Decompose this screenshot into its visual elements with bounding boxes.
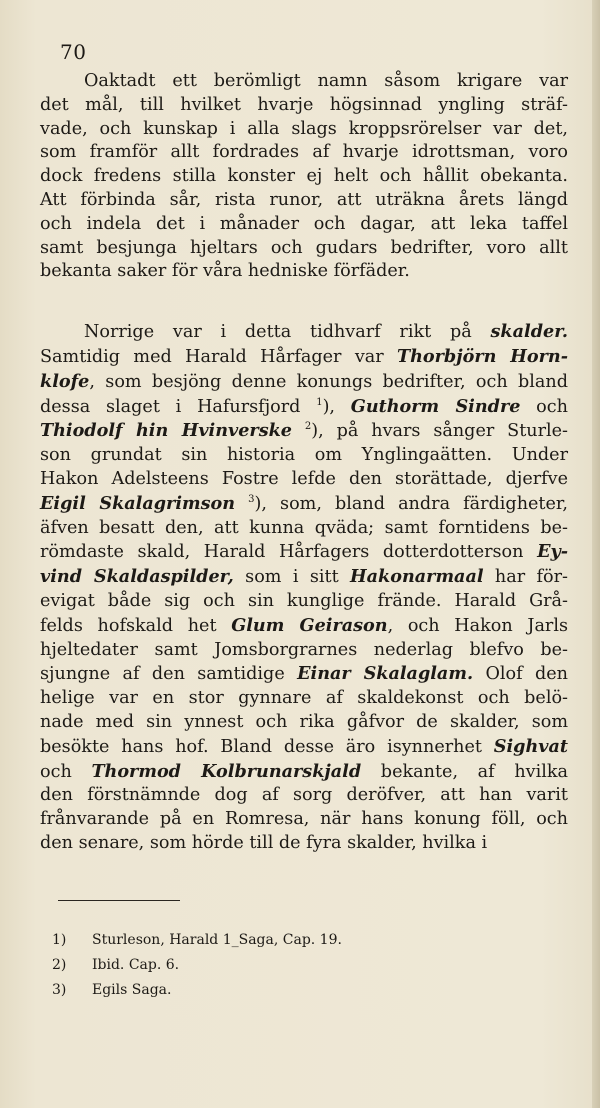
text-run: Oaktadt ett berömligt namn såsom krigare var <box>84 71 568 91</box>
text-line <box>40 614 568 639</box>
emphasized-name: vind Skaldaspilder, <box>40 566 234 588</box>
emphasized-name: Eigil Skalagrimson <box>40 492 236 514</box>
text-line <box>40 370 568 395</box>
text-run: och indela det i månader och dagar, att leka taffel <box>40 213 568 234</box>
footnote-text: Sturleson, Harald 1_Saga, Cap. 19. <box>92 932 342 948</box>
text-line <box>40 639 568 663</box>
text-run: dock fredens stilla konster ej helt och hållit obekanta. <box>40 166 568 187</box>
emphasized-name: Sighvat <box>493 735 568 757</box>
text-run: Norrige var i detta tidhvarf rikt på <box>84 322 491 343</box>
text-line <box>40 320 568 345</box>
text-run: ), <box>322 396 351 417</box>
footnote-marker: 1 <box>316 396 323 408</box>
text-line <box>40 213 568 237</box>
text-line <box>40 517 568 541</box>
text-run: den senare, som hörde till de fyra skalder, hvilka i <box>40 832 488 853</box>
text-line <box>40 444 568 468</box>
text-line <box>40 118 568 142</box>
emphasized-name: skalder. <box>490 321 568 343</box>
text-run: och <box>520 396 568 417</box>
footnote-number: 3) <box>52 982 67 998</box>
text-run: evigat både sig och sin kunglige frände. Harald Grå- <box>40 590 568 611</box>
text-run: och <box>40 761 92 782</box>
page-edge <box>592 0 600 1108</box>
text-run: bekante, af hvilka <box>361 761 568 782</box>
text-run <box>292 421 305 441</box>
text-run: har för- <box>483 567 568 588</box>
text-run: , och Hakon Jarls <box>387 615 569 636</box>
footnote-marker: 3 <box>248 493 255 505</box>
emphasized-name: Thiodolf hin Hvinverske <box>40 420 292 442</box>
text-run: besökte hans hof. Bland desse äro isynnerhet <box>40 736 494 757</box>
footnote-number: 2) <box>52 957 67 973</box>
text-line <box>40 345 568 370</box>
text-line <box>40 808 568 832</box>
text-run: sjungne af den samtidige <box>40 664 298 685</box>
emphasized-name: Hakonarmaal <box>350 566 484 588</box>
page-number: 70 <box>60 40 87 64</box>
text-line <box>40 70 568 94</box>
footnote <box>52 953 552 978</box>
body-text <box>40 70 568 856</box>
text-line <box>40 735 568 760</box>
text-run: son grundat sin historia om Ynglingaätten. Under <box>40 445 568 466</box>
text-run: nade med sin ynnest och rika gåfvor de skalder, som <box>40 711 568 732</box>
text-line <box>40 492 568 517</box>
text-run: felds hofskald het <box>40 615 232 636</box>
text-run: dessa slaget i Hafursfjord <box>40 396 317 417</box>
footnote-number: 1) <box>52 932 67 948</box>
text-line <box>40 832 568 856</box>
paragraph <box>40 320 568 856</box>
emphasized-name: klofe <box>40 370 90 392</box>
text-run: som i sitt <box>233 567 351 588</box>
emphasized-name: Thormod Kolbrunarskjald <box>91 760 362 782</box>
text-line <box>40 468 568 492</box>
text-run: som framför allt fordrades af hvarje idrottsman, voro <box>40 142 568 163</box>
text-line <box>40 94 568 118</box>
text-line <box>40 395 568 420</box>
text-run: bekanta saker för våra hedniske förfäder. <box>40 261 410 282</box>
text-line <box>40 141 568 165</box>
text-run: den förstnämnde dog af sorg deröfver, att han varit <box>40 785 568 806</box>
footnote <box>52 978 552 1003</box>
text-run: Hakon Adelsteens Fostre lefde den storättade, djerfve <box>40 468 568 489</box>
emphasized-name: Ey- <box>537 541 568 563</box>
emphasized-name: Glum Geirason <box>231 614 388 636</box>
footnote-rule <box>58 900 180 901</box>
text-run: Olof den <box>473 664 568 685</box>
footnote <box>52 928 552 953</box>
text-line <box>40 784 568 808</box>
text-line <box>40 189 568 213</box>
text-line <box>40 419 568 444</box>
text-run: samt besjunga hjeltars och gudars bedrifter, voro allt <box>40 237 568 258</box>
text-run: frånvarande på en Romresa, när hans konung föll, och <box>40 809 568 830</box>
text-run <box>235 494 248 514</box>
text-line <box>40 237 568 261</box>
text-line <box>40 662 568 687</box>
text-line <box>40 590 568 614</box>
text-run: äfven besatt den, att kunna qväda; samt forntidens be- <box>40 517 568 538</box>
text-line <box>40 540 568 565</box>
emphasized-name: Thorbjörn Horn- <box>397 345 568 367</box>
footnote-text: Egils Saga. <box>92 982 172 998</box>
text-run: ), på hvars sånger Sturle- <box>311 421 569 442</box>
text-run: ), som, bland andra färdigheter, <box>254 493 568 514</box>
text-run: det mål, till hvilket hvarje högsinnad yngling sträf- <box>40 94 568 115</box>
paragraph-gap <box>40 284 568 320</box>
emphasized-name: Einar Skalaglam. <box>297 663 474 685</box>
text-run: vade, och kunskap i alla slags kroppsrörelser var det, <box>40 118 568 139</box>
text-line <box>40 711 568 735</box>
text-run: helige var en stor gynnare af skaldekonst och belö- <box>40 688 568 709</box>
text-run: hjeltedater samt Jomsborgrarnes nederlag blefvo be- <box>40 639 568 660</box>
text-line <box>40 687 568 711</box>
footnote-text: Ibid. Cap. 6. <box>92 957 180 973</box>
text-line <box>40 760 568 785</box>
footnote-marker: 2 <box>304 421 312 433</box>
text-run: Att förbinda sår, rista runor, att uträkna årets längd <box>40 189 568 210</box>
text-run: , som besjöng denne konungs bedrifter, och bland <box>89 371 568 392</box>
text-line <box>40 165 568 189</box>
paragraph <box>40 70 568 284</box>
text-run: römdaste skald, Harald Hårfagers dotterdotterson <box>40 542 538 563</box>
emphasized-name: Guthorm Sindre <box>350 395 521 417</box>
text-line <box>40 565 568 590</box>
footnotes <box>52 928 552 1003</box>
text-run: Samtidig med Harald Hårfager var <box>40 346 398 367</box>
text-line <box>40 260 568 284</box>
